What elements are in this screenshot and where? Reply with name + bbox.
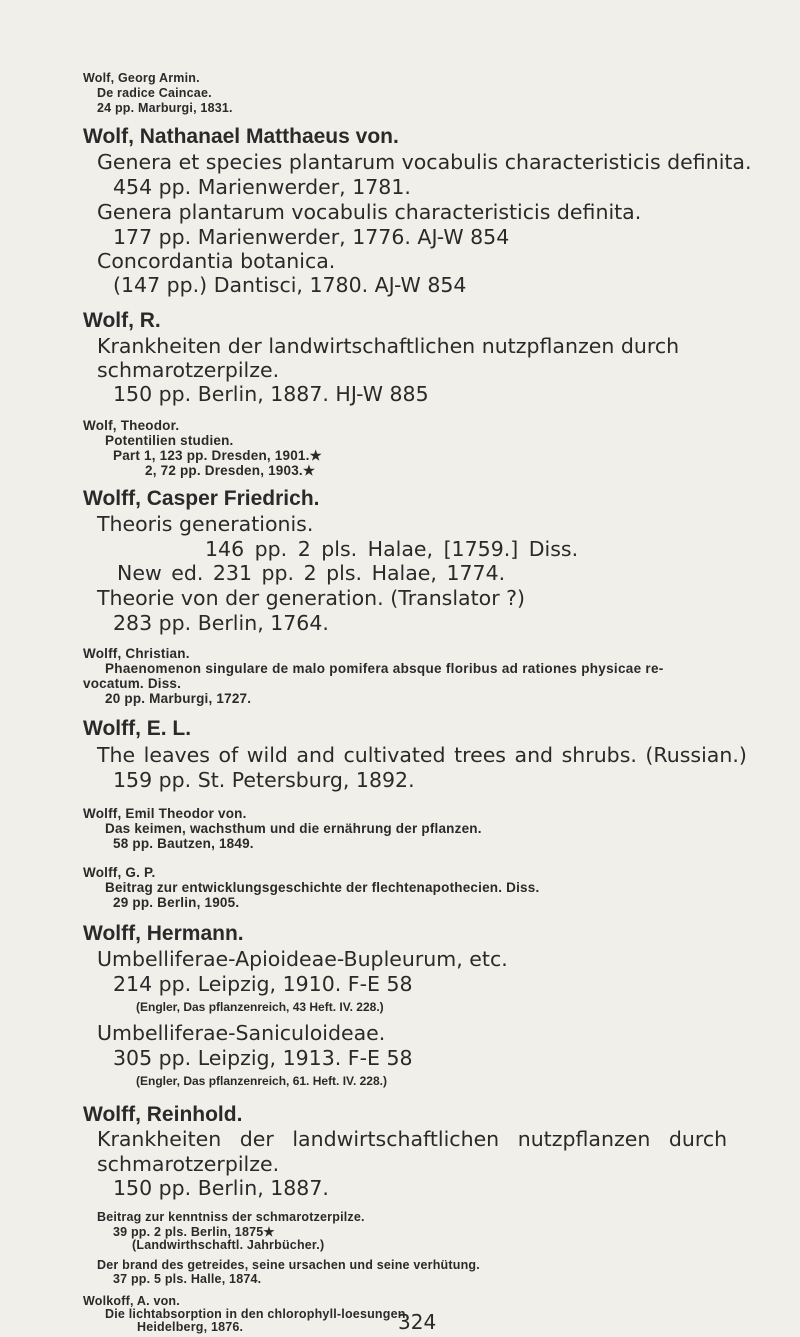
- entry-title-continued: vocatum. Diss.: [83, 676, 182, 691]
- entry-imprint: 29 pp. Berlin, 1905.: [113, 895, 240, 910]
- entry-imprint: 2, 72 pp. Dresden, 1903.★: [145, 463, 316, 478]
- entry-heading: Wolkoff, A. von.: [83, 1294, 180, 1308]
- entry-imprint: 214 pp. Leipzig, 1910. F-E 58: [113, 972, 413, 996]
- entry-imprint: 305 pp. Leipzig, 1913. F-E 58: [113, 1046, 413, 1070]
- entry-heading: Wolf, Georg Armin.: [83, 71, 200, 85]
- entry-title: Umbelliferae-Saniculoideae.: [97, 1021, 386, 1045]
- entry-title: Genera plantarum vocabulis characteristicis definita.: [97, 200, 642, 224]
- entry-imprint: 150 pp. Berlin, 1887.: [113, 1176, 329, 1200]
- entry-imprint: 20 pp. Marburgi, 1727.: [105, 691, 252, 706]
- entry-heading: Wolff, Hermann.: [83, 922, 244, 945]
- entry-heading: Wolff, Emil Theodor von.: [83, 806, 247, 821]
- entry-title-continued: schmarotzerpilze.: [97, 1152, 280, 1176]
- entry-imprint: New ed. 231 pp. 2 pls. Halae, 1774.: [117, 561, 506, 585]
- entry-title: Der brand des getreides, seine ursachen und seine verhütung.: [97, 1258, 480, 1272]
- entry-imprint: 37 pp. 5 pls. Halle, 1874.: [113, 1272, 262, 1286]
- page-number: 324: [398, 1310, 437, 1334]
- entry-heading: Wolf, Nathanael Matthaeus von.: [83, 125, 399, 148]
- entry-title: Theoris generationis.: [97, 512, 314, 536]
- entry-series-note: (Engler, Das pflanzenreich, 61. Heft. IV. 228.): [136, 1074, 387, 1088]
- entry-title: Krankheiten der landwirtschaftlichen nutzpflanzen durch: [97, 334, 680, 358]
- entry-imprint: Part 1, 123 pp. Dresden, 1901.★: [113, 448, 322, 463]
- entry-title: The leaves of wild and cultivated trees and shrubs. (Russian.): [97, 743, 747, 767]
- entry-series-note: (Landwirthschaftl. Jahrbücher.): [132, 1238, 325, 1252]
- entry-heading: Wolff, Casper Friedrich.: [83, 487, 320, 510]
- entry-imprint: 146 pp. 2 pls. Halae, [1759.] Diss.: [205, 537, 579, 561]
- entry-title: Genera et species plantarum vocabulis characteristicis definita.: [97, 150, 752, 174]
- entry-imprint: 283 pp. Berlin, 1764.: [113, 611, 329, 635]
- entry-imprint: 454 pp. Marienwerder, 1781.: [113, 175, 411, 199]
- entry-title: Das keimen, wachsthum und die ernährung der pflanzen.: [105, 821, 482, 836]
- entry-imprint: 159 pp. St. Petersburg, 1892.: [113, 768, 415, 792]
- entry-heading: Wolff, Christian.: [83, 646, 190, 661]
- entry-heading: Wolff, Reinhold.: [83, 1103, 243, 1126]
- entry-title: Krankheiten der landwirtschaftlichen nutzpflanzen durch: [97, 1127, 728, 1151]
- entry-imprint: 150 pp. Berlin, 1887. HJ-W 885: [113, 382, 429, 406]
- entry-imprint: 24 pp. Marburgi, 1831.: [97, 101, 233, 115]
- entry-heading: Wolff, E. L.: [83, 717, 192, 740]
- entry-heading: Wolf, R.: [83, 309, 161, 332]
- entry-title-continued: schmarotzerpilze.: [97, 358, 280, 382]
- entry-title: De radice Caincae.: [97, 86, 212, 100]
- entry-imprint: (147 pp.) Dantisci, 1780. AJ-W 854: [113, 273, 467, 297]
- entry-title: Concordantia botanica.: [97, 249, 336, 273]
- entry-title: Potentilien studien.: [105, 433, 234, 448]
- entry-heading: Wolf, Theodor.: [83, 418, 180, 433]
- entry-title: Phaenomenon singulare de malo pomifera absque floribus ad rationes physicae re-: [105, 661, 664, 676]
- entry-imprint: 177 pp. Marienwerder, 1776. AJ-W 854: [113, 225, 510, 249]
- entry-title: Theorie von der generation. (Translator ?): [97, 586, 526, 610]
- entry-title: Umbelliferae-Apioideae-Bupleurum, etc.: [97, 947, 508, 971]
- entry-title: Beitrag zur entwicklungsgeschichte der flechtenapothecien. Diss.: [105, 880, 540, 895]
- entry-title: Die lichtabsorption in den chlorophyll-loesungen.: [105, 1307, 410, 1321]
- entry-imprint: Heidelberg, 1876.: [137, 1320, 244, 1334]
- entry-series-note: (Engler, Das pflanzenreich, 43 Heft. IV. 228.): [136, 1000, 384, 1014]
- entry-title: Beitrag zur kenntniss der schmarotzerpilze.: [97, 1210, 365, 1224]
- entry-imprint: 58 pp. Bautzen, 1849.: [113, 836, 254, 851]
- entry-imprint: 39 pp. 2 pls. Berlin, 1875★: [113, 1225, 275, 1239]
- entry-heading: Wolff, G. P.: [83, 865, 156, 880]
